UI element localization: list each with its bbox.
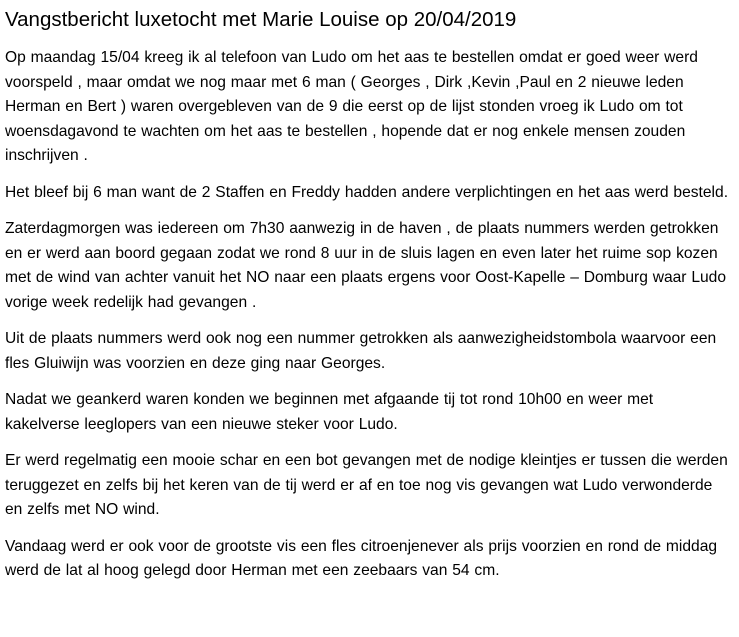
paragraph-5: Nadat we geankerd waren konden we beginnen met afgaande tij tot rond 10h00 en weer met kakelverse leeglopers van een nieuwe steker voor Ludo. [5,391,654,433]
paragraph-2: Het bleef bij 6 man want de 2 Staffen en Freddy hadden andere verplichtingen en het aas werd besteld. [5,183,729,201]
document-title: Vangstbericht luxetocht met Marie Louise op 20/04/2019 [5,8,517,31]
document [5,6,730,596]
paragraph-7: Vandaag werd er ook voor de grootste vis een fles citroenjenever als prijs voorzien en rond de middag werd de lat al hoog gelegd door Herman met een zeebaars van 54 cm. [5,537,718,579]
paragraph-3: Zaterdagmorgen was iedereen om 7h30 aanwezig in de haven , de plaats nummers werden getrokken en er werd aan boord gegaan zodat we rond 8 uur in de sluis lagen en even later het ruime sop kozen met de wind van achter vanuit het NO naar een plaats ergens voor Oost-Kapelle – Domburg waar Ludo vorige week redelijk had gevangen . [5,220,727,311]
paragraph-6: Er werd regelmatig een mooie schar en een bot gevangen met de nodige kleintjes er tussen die werden teruggezet en zelfs bij het keren van de tij werd er af en toe nog vis gevangen wat Ludo verwonderde en zelfs met NO wind. [5,452,728,518]
paragraph-4: Uit de plaats nummers werd ook nog een nummer getrokken als aanwezigheidstombola waarvoor een fles Gluiwijn was voorzien en deze ging naar Georges. [5,330,717,372]
paragraph-1: Op maandag 15/04 kreeg ik al telefoon van Ludo om het aas te bestellen omdat er goed weer werd voorspeld , maar omdat we nog maar met 6 man ( Georges , Dirk ,Kevin ,Paul en 2 nieuwe leden Herman en Bert ) waren overgebleven van de 9 die eerst op de lijst stonden vroeg ik Ludo om tot woensdagavond te wachten om het aas te bestellen , hopende dat er nog enkele mensen zouden inschrijven . [5,49,698,164]
